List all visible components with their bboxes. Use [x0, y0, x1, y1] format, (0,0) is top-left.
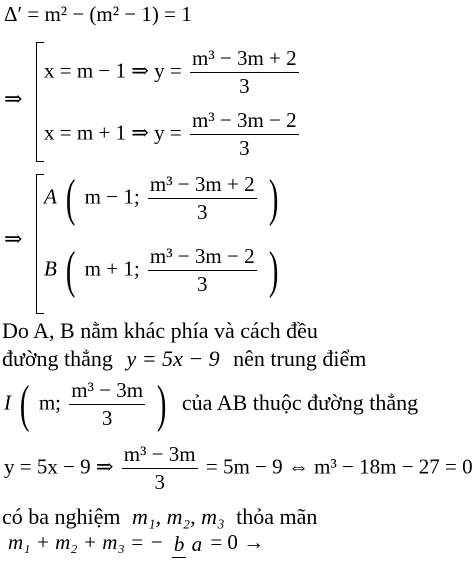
- point-b-fraction: [148, 244, 257, 297]
- implies-symbol-1: ⇒: [4, 86, 23, 111]
- roots-list: m₁, m₂, m₃: [132, 504, 225, 529]
- case1-y: y =: [154, 58, 182, 83]
- equation-2a: m₁ + m₂ + m₃ = −: [8, 530, 164, 554]
- point-i-line: [4, 375, 419, 433]
- equation-1-numerator: m³ − 3m: [122, 442, 198, 469]
- delta-equation: Δ′ = m² − (m² − 1) = 1: [4, 2, 192, 26]
- equation-2-numerator: b: [173, 531, 185, 556]
- text-line-4c: thỏa mãn: [236, 504, 318, 529]
- point-i-fraction: [69, 378, 145, 431]
- point-i-denominator: 3: [101, 406, 113, 431]
- point-i-name: I: [4, 390, 11, 415]
- equation-2b: = 0 →: [210, 530, 265, 554]
- text-line-2c: nên trung điểm: [233, 346, 367, 371]
- equation-1b: = 5m − 9 ⇔ m³ − 18m − 27 = 0: [205, 454, 473, 479]
- equation-1a: y = 5x − 9 ⇒: [4, 454, 114, 479]
- case2-x: x = m + 1: [44, 120, 127, 145]
- equation-line-2: [8, 530, 264, 557]
- equation-1-denominator: 3: [154, 470, 165, 495]
- point-a-denominator: 3: [197, 200, 208, 225]
- text-line-2: [2, 346, 366, 372]
- text-line-4a: có ba nghiệm: [2, 504, 121, 529]
- case1-x: x = m − 1: [44, 58, 127, 83]
- point-b-x: m + 1;: [84, 256, 140, 281]
- right-paren-icon: ): [157, 375, 167, 433]
- case2-fraction: [190, 108, 299, 161]
- case1-denominator: 3: [239, 74, 250, 99]
- implies-symbol-2: ⇒: [4, 226, 23, 251]
- case2-arrow: ⇒: [131, 120, 149, 145]
- text-line-1: Do A, B nằm khác phía và cách đều: [2, 318, 318, 343]
- text-line-3: của AB thuộc đường thẳng: [181, 389, 419, 415]
- case1-fraction: [190, 46, 299, 99]
- delta-line: [4, 2, 192, 27]
- equation-2-denominator: a: [191, 531, 203, 556]
- right-paren-icon: ): [268, 169, 279, 227]
- point-a-line: [44, 169, 282, 227]
- case1-numerator: m³ − 3m + 2: [190, 46, 299, 73]
- point-i-numerator: m³ − 3m: [69, 378, 145, 405]
- point-a-name: A: [44, 184, 57, 209]
- point-b-line: [44, 241, 282, 299]
- system-bracket-1: [36, 42, 44, 162]
- right-paren-icon: ): [268, 241, 279, 299]
- point-a-numerator: m³ − 3m + 2: [148, 172, 257, 199]
- equation-1-fraction: [122, 442, 198, 495]
- left-paren-icon: (: [65, 241, 76, 299]
- case2-numerator: m³ − 3m − 2: [190, 108, 299, 135]
- point-a-fraction: [148, 172, 257, 225]
- equation-line-1: [4, 442, 473, 495]
- case2-y: y =: [154, 120, 182, 145]
- point-a-x: m − 1;: [84, 184, 140, 209]
- case2-denominator: 3: [239, 136, 250, 161]
- text-line-2a: đường thẳng: [2, 346, 113, 371]
- left-paren-icon: (: [20, 375, 30, 433]
- system-bracket-2: [36, 174, 44, 314]
- case1-arrow: ⇒: [131, 58, 149, 83]
- point-b-denominator: 3: [197, 272, 208, 297]
- equation-2-fraction: [172, 532, 202, 557]
- point-b-name: B: [44, 256, 57, 281]
- point-b-numerator: m³ − 3m − 2: [148, 244, 257, 271]
- point-i-x: m;: [38, 390, 61, 415]
- left-paren-icon: (: [65, 169, 76, 227]
- line-equation: y = 5x − 9: [126, 346, 220, 371]
- case1-line: [44, 46, 302, 99]
- case2-line: [44, 108, 302, 161]
- text-line-4: [2, 504, 317, 530]
